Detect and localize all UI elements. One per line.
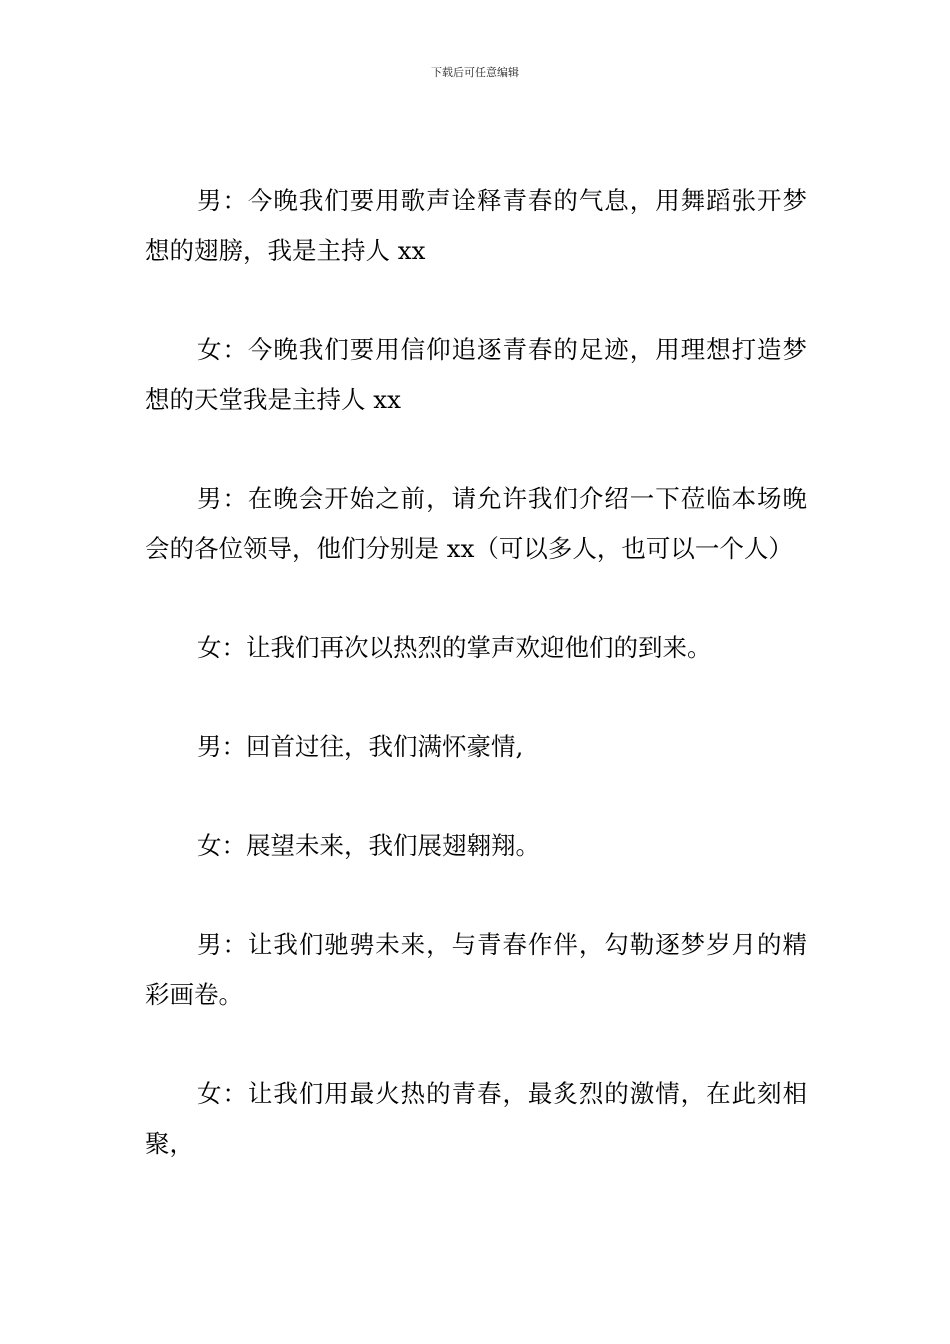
paragraph: 女：让我们用最火热的青春，最炙烈的激情，在此刻相聚， [145,1079,807,1158]
paragraph: 男：让我们驰骋未来，与青春作伴，勾勒逐梦岁月的精彩画卷。 [145,930,807,1009]
paragraph: 男：回首过往，我们满怀豪情, [197,732,524,761]
paragraph: 男：今晚我们要用歌声诠释青春的气息，用舞蹈张开梦想的翅膀，我是主持人 xx [145,186,807,265]
paragraph: 女：让我们再次以热烈的掌声欢迎他们的到来。 [197,633,712,662]
paragraph: 女：展望未来，我们展翅翱翔。 [197,831,540,860]
page-header: 下载后可任意编辑 [431,66,519,79]
document-body [145,176,807,1218]
paragraph: 男：在晚会开始之前，请允许我们介绍一下莅临本场晚会的各位领导，他们分别是 xx（可以多人，也可以一个人） [145,484,807,563]
paragraph: 女：今晚我们要用信仰追逐青春的足迹，用理想打造梦想的天堂我是主持人 xx [145,335,807,414]
